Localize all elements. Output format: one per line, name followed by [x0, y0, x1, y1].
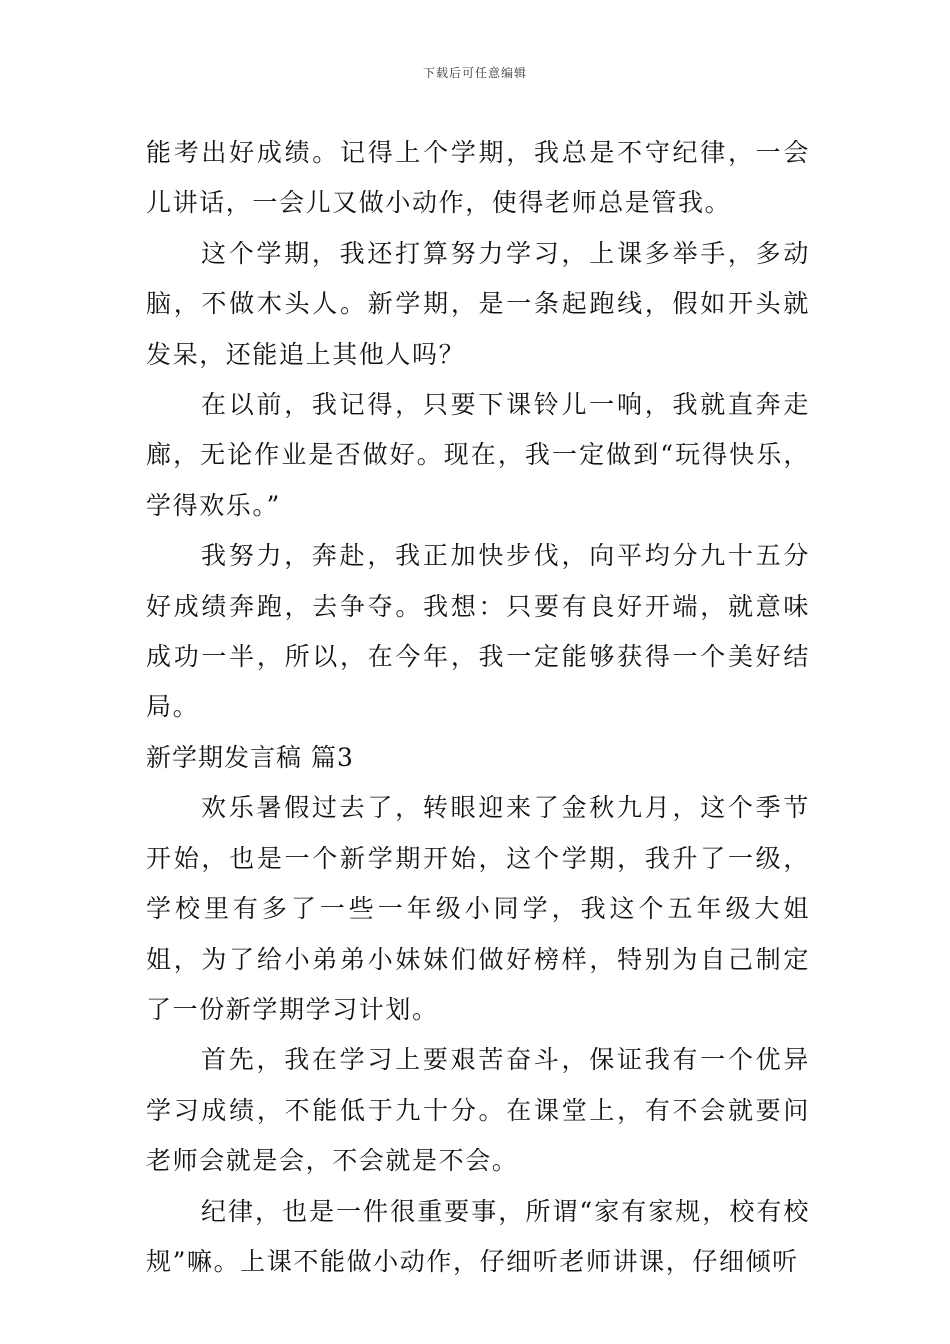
paragraph: 在以前，我记得，只要下课铃儿一响，我就直奔走廊，无论作业是否做好。现在，我一定做到“玩得快乐，学得欢乐。” — [146, 390, 810, 520]
section-heading: 新学期发言稿 篇3 — [146, 742, 354, 772]
paragraph: 这个学期，我还打算努力学习，上课多举手，多动脑，不做木头人。新学期，是一条起跑线，假如开头就发呆，还能追上其他人吗？ — [146, 238, 810, 369]
page-header: 下载后可任意编辑 — [422, 66, 527, 80]
paragraph: 能考出好成绩。记得上个学期，我总是不守纪律，一会儿讲话，一会儿又做小动作，使得老师总是管我。 — [146, 138, 810, 218]
paragraph: 欢乐暑假过去了，转眼迎来了金秋九月，这个季节开始，也是一个新学期开始，这个学期，我升了一级，学校里有多了一些一年级小同学，我这个五年级大姐姐，为了给小弟弟小妹妹们做好榜样，特别为自己制定了一份新学期学习计划。 — [146, 793, 810, 1024]
paragraph: 我努力，奔赴，我正加快步伐，向平均分九十五分好成绩奔跑，去争夺。我想：只要有良好开端，就意味成功一半，所以，在今年，我一定能够获得一个美好结局。 — [146, 541, 810, 722]
paragraph: 纪律，也是一件很重要事，所谓“家有家规，校有校规”嘛。上课不能做小动作，仔细听老师讲课，仔细倾听 — [146, 1196, 810, 1276]
paragraph: 首先，我在学习上要艰苦奋斗，保证我有一个优异学习成绩，不能低于九十分。在课堂上，有不会就要问老师会就是会，不会就是不会。 — [146, 1045, 810, 1176]
document-body — [146, 128, 810, 1287]
